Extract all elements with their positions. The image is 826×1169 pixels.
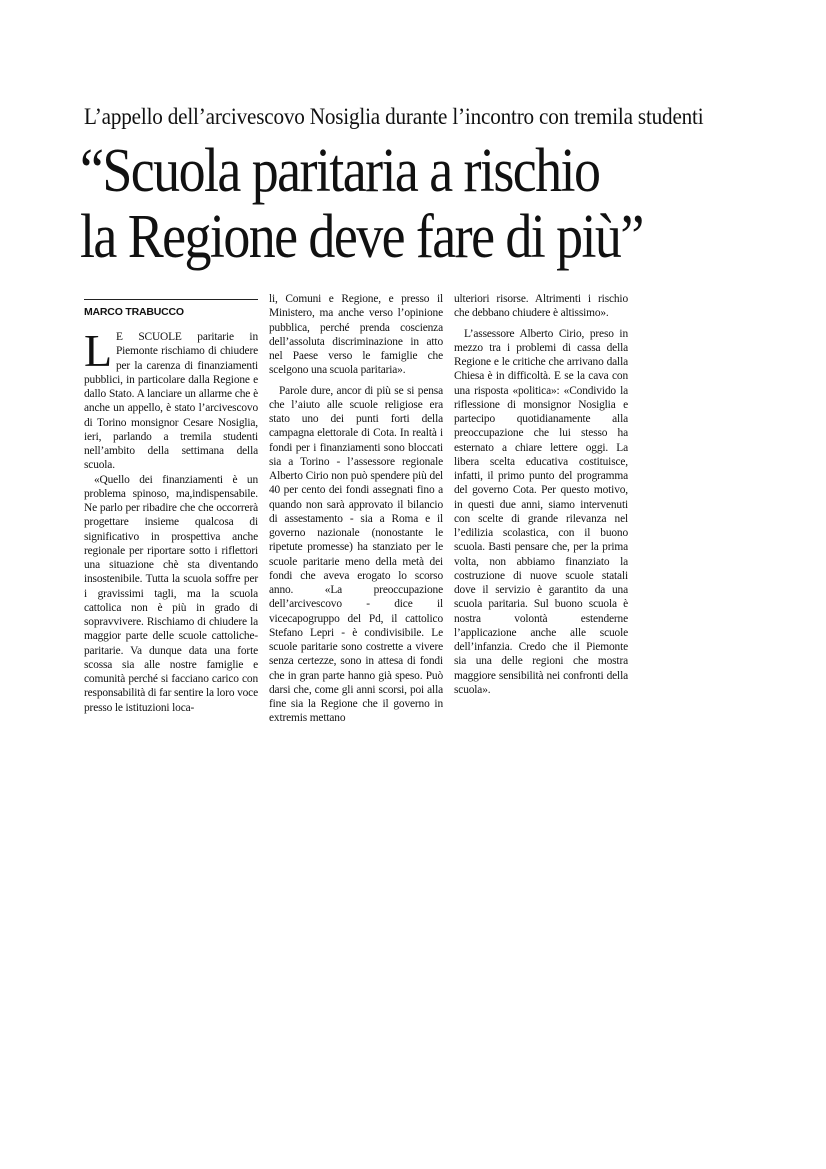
article-column-3 [454, 292, 628, 697]
headline-line-2: la Regione deve fare di più” [80, 203, 643, 271]
paragraph: «Quello dei finanziamenti è un problema spinoso, ma,indispensabile. Ne parlo per ribadire che che occorrerà progettare insieme qualcosa di significativo in prospettiva anche regionale per riportare sotto i riflettori una situazione chè sta diventando insostenibile. Tutta la scuola soffre per i gravissimi tagli, ma la scuola cattolica non è più in grado di sopravvivere. Rischiamo di chiudere la maggior parte delle scuole cattoliche-paritarie. Va dunque data una forte scossa sia alle nostre famiglie e comunità perché si facciano carico con responsabilità di far sentire la loro voce presso le istituzioni loca- [84, 473, 258, 714]
lead-text: paritarie in Piemonte rischiamo di chiudere per la carenza di finanziamenti pubblici, in particolare dalla Regione e dallo Stato. A lanciare un allarme che è anche un appello, è stato l’arcivescovo di Torino monsignor Cesare Nosiglia, ieri, parlando a tremila studenti nell’ambito della settimana della scuola. [84, 331, 258, 472]
paragraph: Parole dure, ancor di più se si pensa che l’aiuto alle scuole religiose era stato uno dei punti forti della campagna elettorale di Cota. In realtà i fondi per i finanziamenti sono bloccati sia a Torino - l’assessore regionale Alberto Cirio non può spendere più del 40 per cento dei fondi assegnati fino a quando non sarà approvato il bilancio di assestamento - sia a Roma e il governo nazionale (nonostante le ripetute promesse) ha stanziato per le scuole paritarie meno della metà dei fondi che aveva erogato lo scorso anno. «La preoccupazione dell’arcivescovo - dice il vicecapogruppo del Pd, il cattolico Stefano Lepri - è condivisibile. Le scuole paritarie sono costrette a vivere senza certezze, sono in attesa di fondi che in gran parte hanno già speso. Può darsi che, come gli anni scorsi, poi alla fine sia la Regione che il governo in extremis mettano [269, 384, 443, 725]
article-column-1 [84, 325, 258, 715]
paragraph: ulteriori risorse. Altrimenti i rischio che debbano chiudere è altissimo». [454, 293, 628, 320]
paragraph: li, Comuni e Regione, e presso il Ministero, ma anche verso l’opinione pubblica, perché prenda coscienza dell’assoluta discriminazione in atto nel Paese verso le famiglie che scelgono una scuola paritaria». [269, 293, 443, 377]
article-kicker: L’appello dell’arcivescovo Nosiglia durante l’incontro con tremila studenti [84, 104, 704, 129]
drop-cap: L [84, 325, 112, 376]
article-column-2 [269, 292, 443, 726]
paragraph: L’assessore Alberto Cirio, preso in mezzo tra i problemi di cassa della Regione e le critiche che arrivano dalla Chiesa è in difficoltà. E se la cava con una risposta «politica»: «Condivido la riflessione di monsignor Nosiglia e partecipo quotidianamente alla preoccupazione che lui stesso ha esternato a chiare lettere oggi. La libera scelta educativa costituisce, infatti, il primo punto del programma del governo Cota. Per questo motivo, in questi due anni, siamo intervenuti con scelte di grande rilevanza nel l’edilizia scolastica, con il buono scuola. Basti pensare che, per la prima volta, non abbiamo finanziato la costruzione di nuove scuole statali dove il servizio è garantito da una scuola paritaria. Sul buono scuola è nostra volontà estenderne l’applicazione anche alle scuole dell’infanzia. Credo che il Piemonte sia una delle regioni che mostra maggiore sensibilità nei confronti della scuola». [454, 327, 628, 696]
article-headline [80, 138, 689, 270]
lead-caps: E SCUOLE [115, 331, 182, 343]
byline: MARCO TRABUCCO [84, 306, 184, 318]
lead-paragraph [84, 325, 258, 473]
byline-rule [84, 299, 258, 300]
headline-line-1: “Scuola paritaria a rischio [80, 137, 600, 205]
